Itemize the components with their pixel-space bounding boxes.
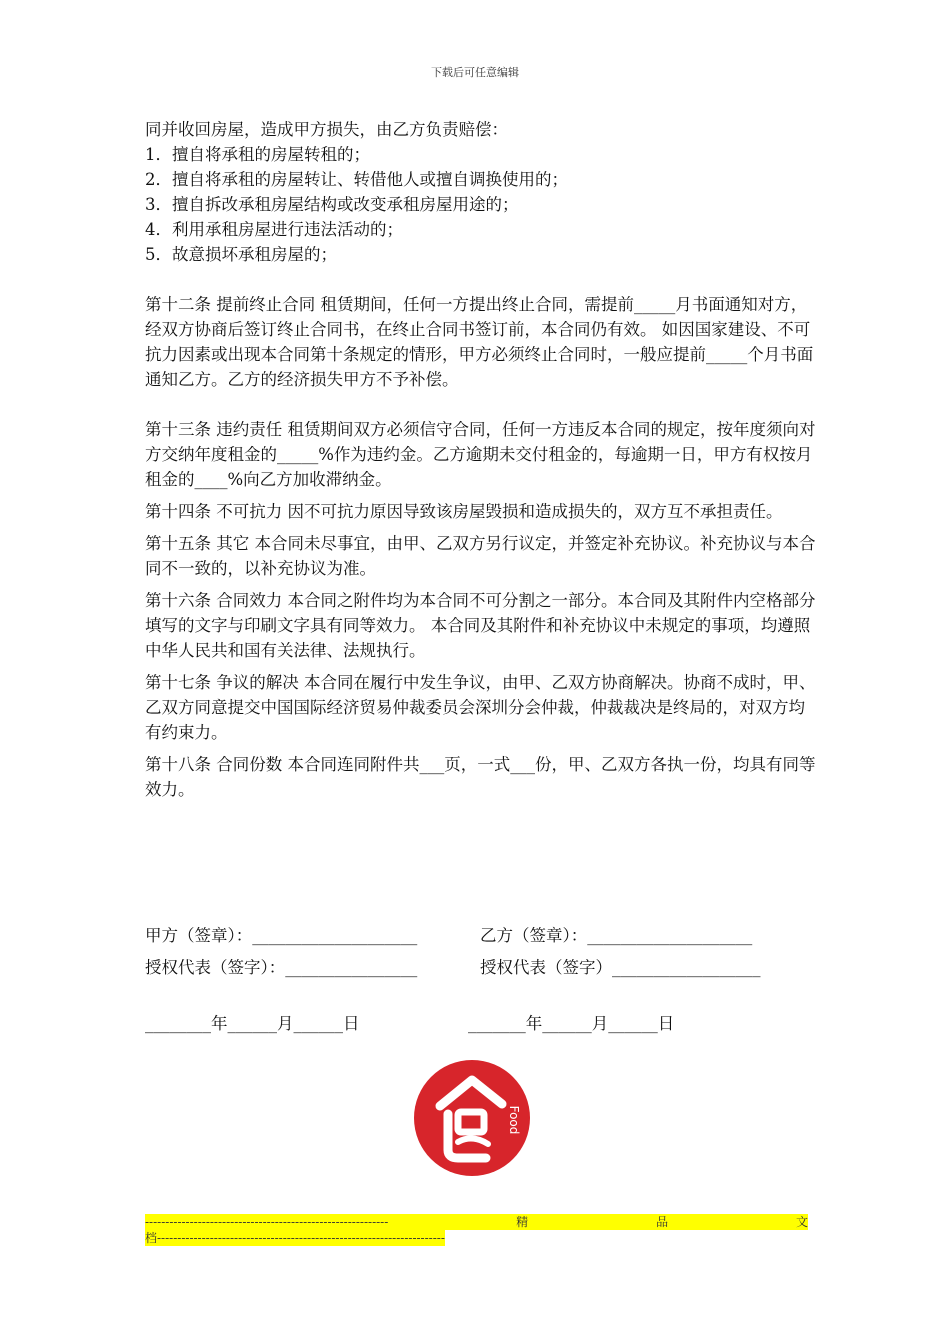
signature-row-seal bbox=[145, 920, 825, 952]
list-item: 5．故意损坏承租房屋的； bbox=[145, 245, 337, 264]
article-14: 第十四条 不可抗力 因不可抗力原因导致该房屋毁损和造成损失的，双方互不承担责任。 bbox=[145, 502, 783, 521]
date-row bbox=[145, 1010, 825, 1034]
footer-line-2: 档----------------------------------------------------------------------- bbox=[145, 1231, 445, 1245]
party-a-date: ________年______月______日 bbox=[145, 1014, 360, 1033]
article-12: 第十二条 提前终止合同 租赁期间，任何一方提出终止合同，需提前_____月书面通知对方，经双方协商后签订终止合同书，在终止合同书签订前，本合同仍有效。 如因国家建设、不可抗力因素或出现本合同第十条规定的情形，甲方必须终止合同时，一般应提前_____个月书面通知乙方。乙方的经济损失甲方不予补偿。 bbox=[145, 295, 814, 389]
list-item: 2．擅自将承租的房屋转让、转借他人或擅自调换使用的； bbox=[145, 170, 568, 189]
party-a-seal: 甲方（签章）：____________________ bbox=[145, 926, 418, 945]
logo-text: Food bbox=[507, 1105, 521, 1135]
article-13: 第十三条 违约责任 租赁期间双方必须信守合同，任何一方违反本合同的规定，按年度须向对方交纳年度租金的_____%作为违约金。乙方逾期未交付租金的，每逾期一日，甲方有权按月租金的____%向乙方加收滞纳金。 bbox=[145, 420, 816, 489]
footer-word: 精 bbox=[516, 1215, 529, 1229]
footer-word: 品 bbox=[656, 1215, 669, 1229]
list-item: 3．擅自拆改承租房屋结构或改变承租房屋用途的； bbox=[145, 195, 519, 214]
signature-row-rep bbox=[145, 952, 825, 984]
list-item: 1．擅自将承租的房屋转租的； bbox=[145, 145, 370, 164]
article-16: 第十六条 合同效力 本合同之附件均为本合同不可分割之一部分。本合同及其附件内空格部分填写的文字与印刷文字具有同等效力。 本合同及其附件和补充协议中未规定的事项，均遵照中华人民共和国有关法律、法规执行。 bbox=[145, 591, 816, 660]
party-b-seal: 乙方（签章）：____________________ bbox=[480, 926, 753, 945]
party-b-date: _______年______月______日 bbox=[468, 1014, 675, 1033]
footer-line-1 bbox=[145, 1214, 808, 1230]
footer bbox=[145, 1214, 808, 1250]
contract-body bbox=[145, 117, 817, 802]
party-b-representative: 授权代表（签字）__________________ bbox=[480, 958, 761, 977]
party-a-representative: 授权代表（签字）：________________ bbox=[145, 958, 418, 977]
page-header-note: 下载后可任意编辑 bbox=[431, 66, 519, 79]
food-logo-icon bbox=[412, 1058, 532, 1178]
intro-paragraph: 同并收回房屋，造成甲方损失，由乙方负责赔偿： bbox=[145, 120, 508, 139]
article-15: 第十五条 其它 本合同未尽事宜，由甲、乙双方另行议定，并签定补充协议。补充协议与本合同不一致的，以补充协议为准。 bbox=[145, 534, 816, 578]
article-18: 第十八条 合同份数 本合同连同附件共___页，一式___份，甲、乙双方各执一份，均具有同等 效力。 bbox=[145, 755, 816, 799]
list-item: 4．利用承租房屋进行违法活动的； bbox=[145, 220, 403, 239]
footer-dashes: ------------------------------------------------------------ bbox=[145, 1215, 389, 1229]
footer-word: 文 bbox=[795, 1215, 808, 1229]
signature-block bbox=[145, 920, 825, 984]
article-17: 第十七条 争议的解决 本合同在履行中发生争议，由甲、乙双方协商解决。协商不成时，甲、乙双方同意提交中国国际经济贸易仲裁委员会深圳分会仲裁，仲裁裁决是终局的，对双方均有约束力。 bbox=[145, 673, 816, 742]
